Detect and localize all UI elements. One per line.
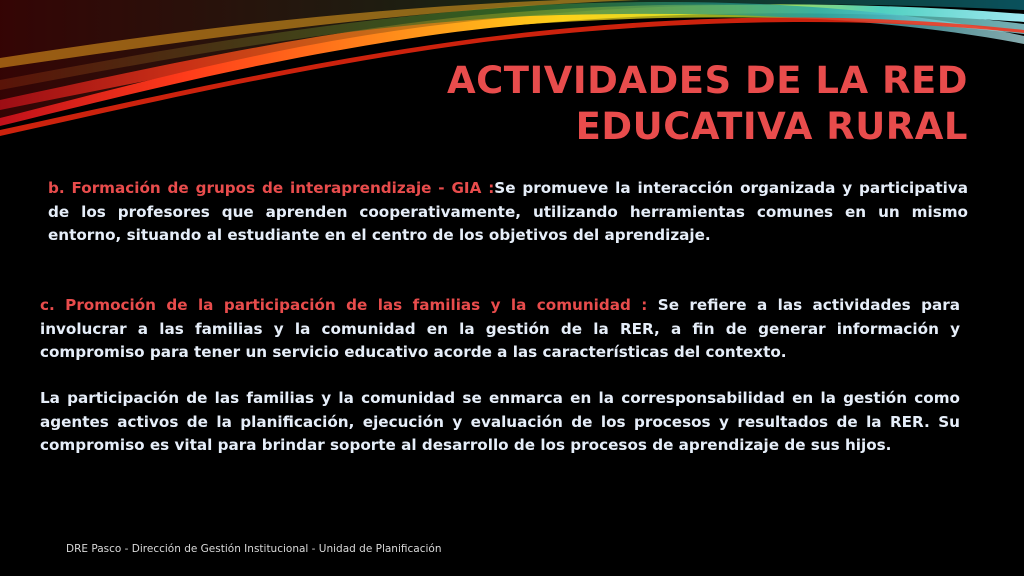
- title-line-1: ACTIVIDADES DE LA RED: [446, 59, 968, 102]
- slide-title: [268, 58, 968, 150]
- paragraph-gia-text: Se promueve la interacción organizada y participativa de los profesores que aprenden cooperativamente, utilizando herramientas comunes en un mismo entorno, situando al estudiante en el centro de los objetivos del aprendizaje.: [48, 179, 968, 244]
- paragraph-coresponsibility: La participación de las familias y la comunidad se enmarca en la corresponsabilidad en la gestión como agentes activos de la planificación, ejecución y evaluación de los procesos y resultados de la RER. Su compromiso es vital para brindar soporte al desarrollo de los procesos de aprendizaje de sus hijos.: [40, 389, 960, 454]
- paragraph-family-text: Se refiere a las actividades para involucrar a las familias y la comunidad en la gestión de la RER, a fin de generar información y compromiso para tener un servicio educativo acorde a las características del contexto.: [40, 296, 960, 361]
- paragraph-gia-heading: b. Formación de grupos de interaprendizaje - GIA :: [48, 179, 495, 197]
- slide-footer: DRE Pasco - Dirección de Gestión Institucional - Unidad de Planificación: [66, 543, 442, 555]
- paragraph-family-heading: c. Promoción de la participación de las familias y la comunidad :: [40, 296, 658, 314]
- paragraph-gia: [48, 177, 968, 248]
- paragraph-family-participation: [40, 294, 960, 365]
- title-line-2: EDUCATIVA RURAL: [575, 105, 968, 148]
